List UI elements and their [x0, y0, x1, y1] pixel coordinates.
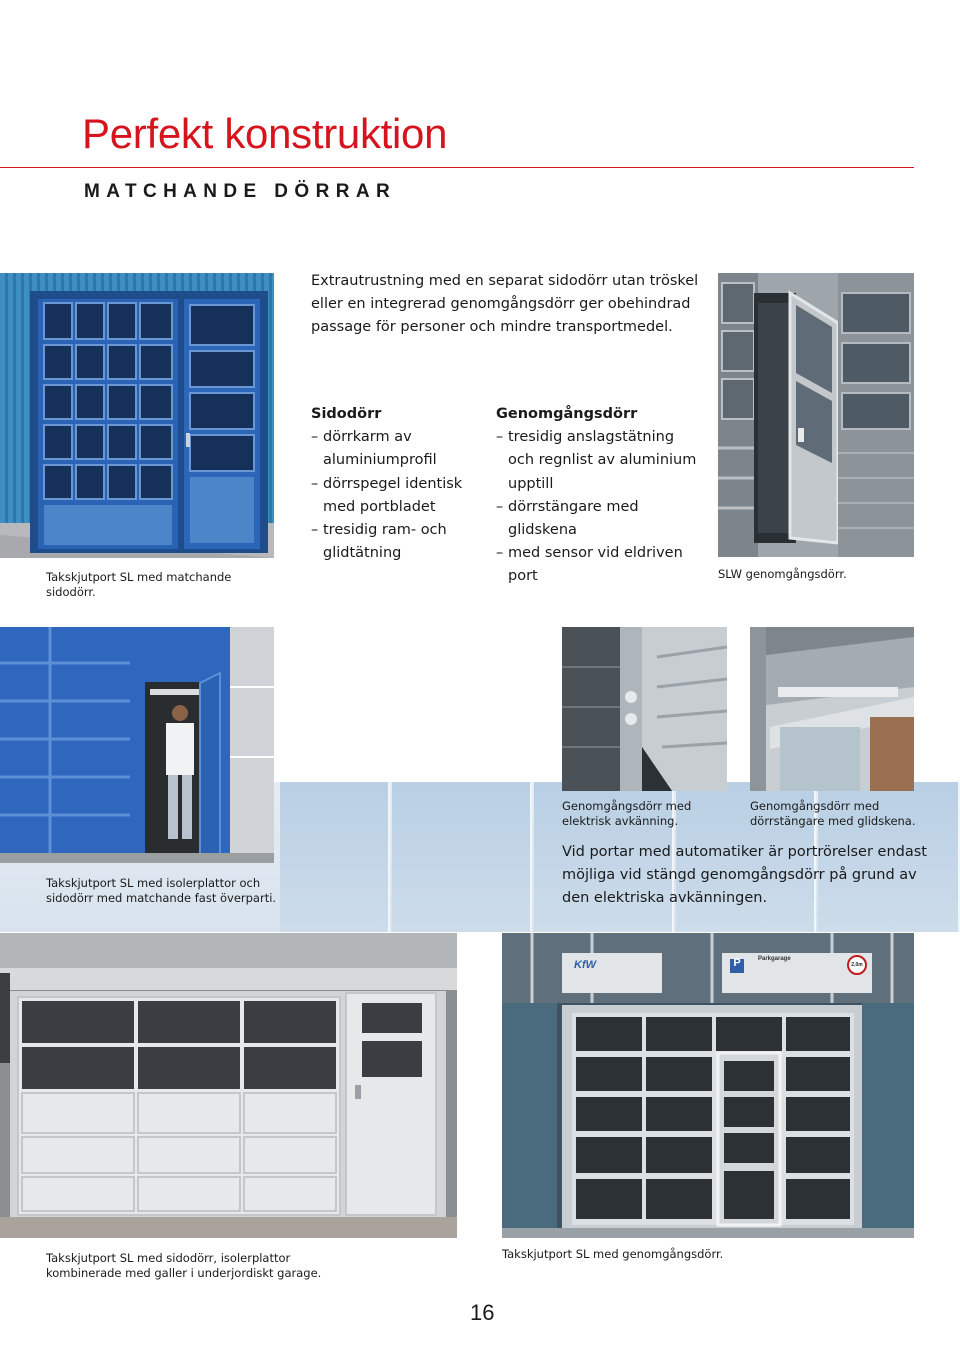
- caption-photo-3: Takskjutport SL med isolerplattor och sidodörr med matchande fast överparti.: [46, 876, 277, 905]
- page-number: 16: [470, 1300, 495, 1325]
- intro-paragraph: Extrautrustning med en separat sidodörr utan tröskel eller en integrerad genomgångsdörr ger obehindrad passage för personer och mindre transportmedel.: [311, 273, 699, 335]
- photo-pass-door-sensor: [562, 627, 727, 791]
- feature-item: – dörrstängare med glidskena: [496, 498, 639, 539]
- page-title: Perfekt konstruktion: [82, 110, 448, 157]
- height-limit-sign: 2,0m: [851, 962, 863, 968]
- kfw-sign: KfW: [574, 959, 596, 971]
- photo-blue-door-person: [0, 627, 274, 863]
- caption-photo-1: Takskjutport SL med matchande sidodörr.: [46, 570, 232, 599]
- title-rule: [0, 167, 914, 168]
- feature-item: – tresidig anslagstätning och regnlist av aluminium upptill: [496, 429, 697, 492]
- feature-item: – med sensor vid eldriven port: [496, 545, 683, 585]
- caption-photo-2: SLW genomgångsdörr.: [718, 567, 847, 581]
- pass-door-features: [496, 403, 711, 589]
- photo-door-closer: [750, 627, 914, 791]
- caption-photo-5: Genomgångsdörr med dörrstängare med glidskena.: [750, 799, 916, 828]
- caption-photo-4: Genomgångsdörr med elektrisk avkänning.: [562, 799, 692, 828]
- parking-sign-text: Parkgarage: [758, 956, 791, 962]
- photo-slw-pass-door: [718, 273, 914, 557]
- feature-item: – tresidig ram- och glidtätning: [311, 522, 447, 562]
- caption-photo-6: Takskjutport SL med sidodörr, isolerplattor kombinerade med galler i underjordiskt garage.: [46, 1251, 322, 1280]
- photo-garage-pass-door: [502, 933, 914, 1238]
- photo-blue-door-side-door: [0, 273, 274, 558]
- feature-item: – dörrspegel identisk med portbladet: [311, 475, 463, 515]
- pass-door-heading: Genomgångsdörr: [496, 406, 638, 422]
- parking-sign-icon: P: [733, 957, 741, 969]
- caption-photo-7: Takskjutport SL med genomgångsdörr.: [502, 1247, 724, 1261]
- feature-item: – dörrkarm av aluminiumprofil: [311, 429, 437, 469]
- section-subtitle: MATCHANDE DÖRRAR: [84, 181, 397, 202]
- side-door-features: [311, 403, 486, 565]
- photo-underground-garage-door: [0, 933, 457, 1238]
- automatics-paragraph: Vid portar med automatiker är portrörelser endast möjliga vid stängd genomgångsdörr på grund av den elektriska avkänningen.: [562, 844, 927, 906]
- side-door-heading: Sidodörr: [311, 406, 382, 422]
